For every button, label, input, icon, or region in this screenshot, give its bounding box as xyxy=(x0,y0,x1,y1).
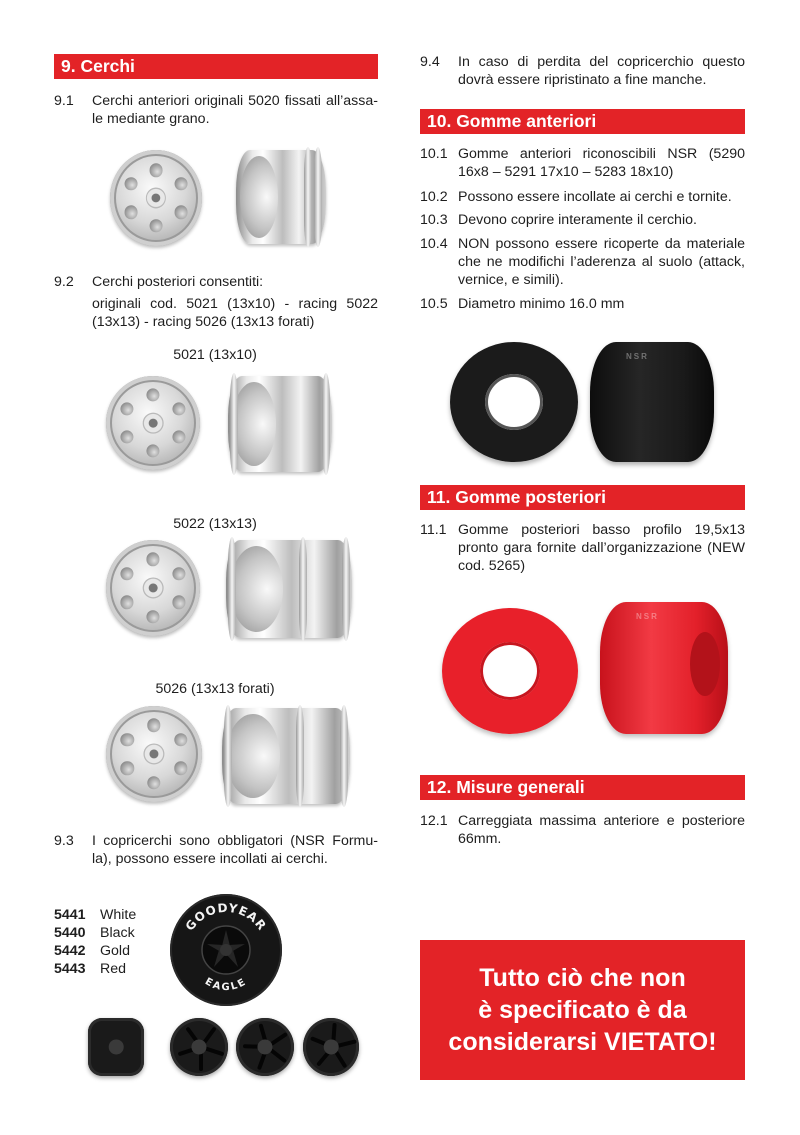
item-number: 9.2 xyxy=(54,274,74,290)
rear-tyre-side-image xyxy=(600,602,728,734)
section-10-header: 10. Gomme anteriori xyxy=(420,109,745,134)
code-row xyxy=(54,942,136,960)
hubcap-front-image-1 xyxy=(170,1018,228,1076)
code: 5442 xyxy=(54,943,86,959)
item-text: In caso di perdita del copricerchio questo dovrà essere ripristinato a fine manche. xyxy=(458,54,745,88)
caption-5021: 5021 (13x10) xyxy=(173,347,257,363)
code-color: Red xyxy=(100,961,127,977)
notice-line: è specificato è da xyxy=(478,996,687,1024)
tyre-mark: NSR xyxy=(636,612,659,621)
item-number: 10.1 xyxy=(420,146,448,162)
hub xyxy=(146,187,166,208)
wheel-5020-side-view xyxy=(236,150,326,244)
code-color: White xyxy=(100,907,137,923)
item-9-4 xyxy=(420,53,745,89)
item-number: 9.4 xyxy=(420,54,440,70)
item-12-1 xyxy=(420,812,745,848)
tyre-brand-text: GOODYEAR xyxy=(182,900,270,934)
code-row xyxy=(54,924,136,942)
code-color: Gold xyxy=(100,943,130,959)
item-10-1 xyxy=(420,145,745,181)
code-color: Black xyxy=(100,925,135,941)
item-text: Cerchi anteriori originali 5020 fissati all’assa-le mediante grano. xyxy=(92,93,378,127)
code-row xyxy=(54,960,136,978)
item-text: Devono coprire interamente il cerchio. xyxy=(458,212,697,228)
section-12-header: 12. Misure generali xyxy=(420,775,745,800)
item-10-5 xyxy=(420,295,745,313)
hubcap-front-image-3 xyxy=(303,1018,359,1076)
goodyear-tyre-image xyxy=(168,892,284,1008)
item-9-1 xyxy=(54,92,378,128)
wheel-5021-front-view xyxy=(106,376,200,470)
wheel-5022-front-view xyxy=(106,540,200,636)
item-number: 9.3 xyxy=(54,833,74,849)
tyre-mark: NSR xyxy=(626,352,649,361)
code-row xyxy=(54,906,136,924)
item-11-1 xyxy=(420,521,745,575)
item-text xyxy=(92,273,378,335)
item-number: 10.5 xyxy=(420,296,448,312)
item-text: I copricerchi sono obbligatori (NSR Formu-la), possono essere incollati ai cerchi. xyxy=(92,833,378,867)
wheel-5022-side-view xyxy=(226,540,352,638)
caption-5026: 5026 (13x13 forati) xyxy=(155,681,275,697)
tyre-model-text: EAGLE xyxy=(202,976,250,994)
code: 5443 xyxy=(54,961,86,977)
item-number: 11.1 xyxy=(420,522,447,538)
wheel-5021-side-view xyxy=(228,376,332,472)
item-10-3 xyxy=(420,211,745,229)
front-tyre-side-image xyxy=(590,342,714,462)
item-9-2 xyxy=(54,273,378,335)
item-number: 10.4 xyxy=(420,236,448,252)
item-text: Gomme posteriori basso profilo 19,5x13 pronto gara fornite dall’organizzazione (NEW cod. 5265) xyxy=(458,522,745,574)
item-text: Gomme anteriori riconoscibili NSR (5290 16x8 – 5291 17x10 – 5283 18x10) xyxy=(458,146,745,180)
goodyear-tyre-svg xyxy=(168,892,284,1008)
code: 5441 xyxy=(54,907,86,923)
item-number: 12.1 xyxy=(420,813,448,829)
wheel-5020-front-view xyxy=(110,150,202,246)
item-number: 10.3 xyxy=(420,212,448,228)
item-text: Diametro minimo 16.0 mm xyxy=(458,296,625,312)
notice-line: considerarsi VIETATO! xyxy=(448,1028,717,1056)
item-10-4 xyxy=(420,235,745,289)
hubcap-side-image xyxy=(88,1018,144,1076)
item-9-3 xyxy=(54,832,378,868)
wheel-cap-codes xyxy=(54,906,136,978)
caption-5022: 5022 (13x13) xyxy=(173,516,257,532)
code: 5440 xyxy=(54,925,86,941)
section-9-header: 9. Cerchi xyxy=(54,54,378,79)
prohibited-notice xyxy=(420,940,745,1080)
item-text: NON possono essere ricoperte da materiale che ne modifichi l’aderenza al suolo (attack, vernice, e simili). xyxy=(458,236,745,288)
section-11-header: 11. Gomme posteriori xyxy=(420,485,745,510)
front-tyre-face-image xyxy=(450,342,578,462)
hubcap-front-image-2 xyxy=(236,1018,294,1076)
item-text: Possono essere incollate ai cerchi e tornite. xyxy=(458,189,732,205)
rear-tyre-face-image xyxy=(442,608,578,734)
item-text-line: Cerchi posteriori consentiti: xyxy=(92,274,264,290)
notice-line: Tutto ciò che non xyxy=(479,964,686,992)
item-text-line: originali cod. 5021 (13x10) - racing 5022 (13x13) - racing 5026 (13x13 forati) xyxy=(92,296,378,330)
item-number: 10.2 xyxy=(420,189,448,205)
wheel-bore xyxy=(240,156,278,238)
item-number: 9.1 xyxy=(54,93,74,109)
wheel-5026-side-view xyxy=(222,708,350,804)
item-10-2 xyxy=(420,188,745,206)
item-text: Carreggiata massima anteriore e posteriore 66mm. xyxy=(458,813,745,847)
wheel-5026-front-view xyxy=(106,706,202,802)
